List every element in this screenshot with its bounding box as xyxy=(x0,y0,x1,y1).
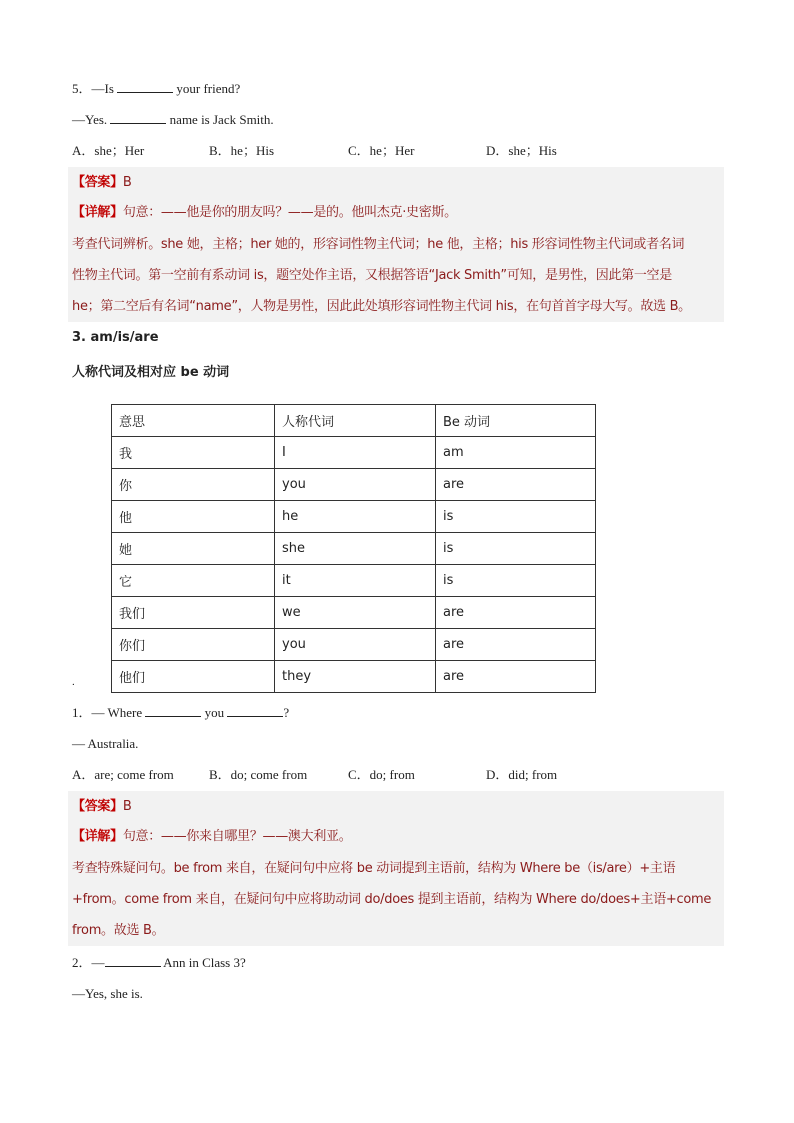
answer-value: B xyxy=(122,175,132,190)
q1-answer xyxy=(72,798,131,816)
q5-question-line xyxy=(72,80,240,98)
pronoun-be-table xyxy=(111,404,596,693)
q1-answer-line: — Australia. xyxy=(72,736,139,751)
q2-text: 2．— xyxy=(72,955,105,970)
q1-blank-2 xyxy=(227,704,283,717)
q1-question-line xyxy=(72,704,289,722)
q5-answer xyxy=(72,174,131,192)
table-cell: 我们 xyxy=(112,597,275,629)
table-cell: are xyxy=(436,661,596,693)
table-row xyxy=(112,501,596,533)
table-cell: we xyxy=(275,597,436,629)
table-row xyxy=(112,661,596,693)
table-cell: 他们 xyxy=(112,661,275,693)
q5-option-a: A．she；Her xyxy=(72,143,145,158)
table-cell: 它 xyxy=(112,565,275,597)
table-cell: 他 xyxy=(112,501,275,533)
q1-detail-line: 考查特殊疑问句。be from 来自，在疑问句中应将 be 动词提到主语前，结构为 Where be（is/are）+主语 xyxy=(72,861,676,876)
table-header-cell: Be 动词 xyxy=(436,405,596,437)
answer-tag: 【答案】 xyxy=(72,175,123,190)
table-cell: are xyxy=(436,469,596,501)
answer-value: B xyxy=(122,799,132,814)
table-cell: he xyxy=(275,501,436,533)
q5-answer-box xyxy=(68,167,724,322)
table-cell: is xyxy=(436,501,596,533)
detail-tag: 【详解】 xyxy=(72,829,123,844)
q1-option-c: C．do; from xyxy=(348,767,415,782)
q5-option-c: C．he；Her xyxy=(348,143,415,158)
table-cell: 我 xyxy=(112,437,275,469)
table-row xyxy=(112,629,596,661)
table-cell: you xyxy=(275,469,436,501)
q5-option-b: B．he；His xyxy=(209,143,275,158)
table-cell: is xyxy=(436,533,596,565)
table-cell: 你 xyxy=(112,469,275,501)
q1-option-b: B．do; come from xyxy=(209,767,308,782)
q5-text: name is Jack Smith. xyxy=(169,112,274,127)
q1-blank-1 xyxy=(145,704,201,717)
section-subtitle: 人称代词及相对应 be 动词 xyxy=(72,365,230,380)
table-cell: she xyxy=(275,533,436,565)
q5-text: 5．—Is xyxy=(72,81,114,96)
q1-detail-line: +from。come from 来自，在疑问句中应将助动词 do/does 提到主语前，结构为 Where do/does+主语+come xyxy=(72,892,712,907)
table-cell: am xyxy=(436,437,596,469)
table-cell: are xyxy=(436,597,596,629)
table-cell: is xyxy=(436,565,596,597)
q1-answer-box xyxy=(68,791,724,946)
q1-option-a: A．are; come from xyxy=(72,767,174,782)
q5-answer-line xyxy=(72,111,274,129)
section-title: 3. am/is/are xyxy=(72,330,159,345)
q1-option-d: D．did; from xyxy=(486,767,558,782)
table-row xyxy=(112,469,596,501)
q5-detail-line: 考查代词辨析。she 她，主格；her 她的，形容词性物主代词；he 他，主格；his 形容词性物主代词或者名词 xyxy=(72,237,685,252)
q5-blank-2 xyxy=(110,111,166,124)
table-row xyxy=(112,533,596,565)
q5-option-d: D．she；His xyxy=(486,143,557,158)
q1-text: ? xyxy=(283,705,290,720)
q5-detail-line: 性物主代词。第一空前有系动词 is，题空处作主语，又根据答语“Jack Smith”可知，是男性，因此第一空是 xyxy=(72,268,672,283)
q2-blank-1 xyxy=(105,954,161,967)
table-cell: 你们 xyxy=(112,629,275,661)
q1-detail-line: from。故选 B。 xyxy=(72,923,165,938)
q5-detail-line: he；第二空后有名词“name”，人物是男性，因此此处填形容词性物主代词 his，在句首首字母大写。故选 B。 xyxy=(72,299,691,314)
q5-text: your friend? xyxy=(176,81,241,96)
q2-answer-line: —Yes, she is. xyxy=(72,986,143,1001)
q2-question-line xyxy=(72,954,246,972)
table-cell: I xyxy=(275,437,436,469)
table-row xyxy=(112,565,596,597)
detail-text: 句意：——他是你的朋友吗？——是的。他叫杰克·史密斯。 xyxy=(122,205,457,220)
table-cell: are xyxy=(436,629,596,661)
q1-detail-line xyxy=(72,828,351,846)
q5-text: —Yes. xyxy=(72,112,108,127)
table-cell: 她 xyxy=(112,533,275,565)
detail-text: 句意：——你来自哪里？——澳大利亚。 xyxy=(122,829,352,844)
q1-text: you xyxy=(204,705,225,720)
detail-tag: 【详解】 xyxy=(72,205,123,220)
table-header-cell: 人称代词 xyxy=(275,405,436,437)
q1-text: 1．— Where xyxy=(72,705,143,720)
table-cell: you xyxy=(275,629,436,661)
table-row xyxy=(112,437,596,469)
table-cell: it xyxy=(275,565,436,597)
table-header-cell: 意思 xyxy=(112,405,275,437)
q5-blank-1 xyxy=(117,80,173,93)
stray-dot: . xyxy=(72,676,75,688)
table-header-row xyxy=(112,405,596,437)
table-cell: they xyxy=(275,661,436,693)
table-row xyxy=(112,597,596,629)
q5-detail-line xyxy=(72,204,457,222)
answer-tag: 【答案】 xyxy=(72,799,123,814)
q2-text: Ann in Class 3? xyxy=(163,955,246,970)
